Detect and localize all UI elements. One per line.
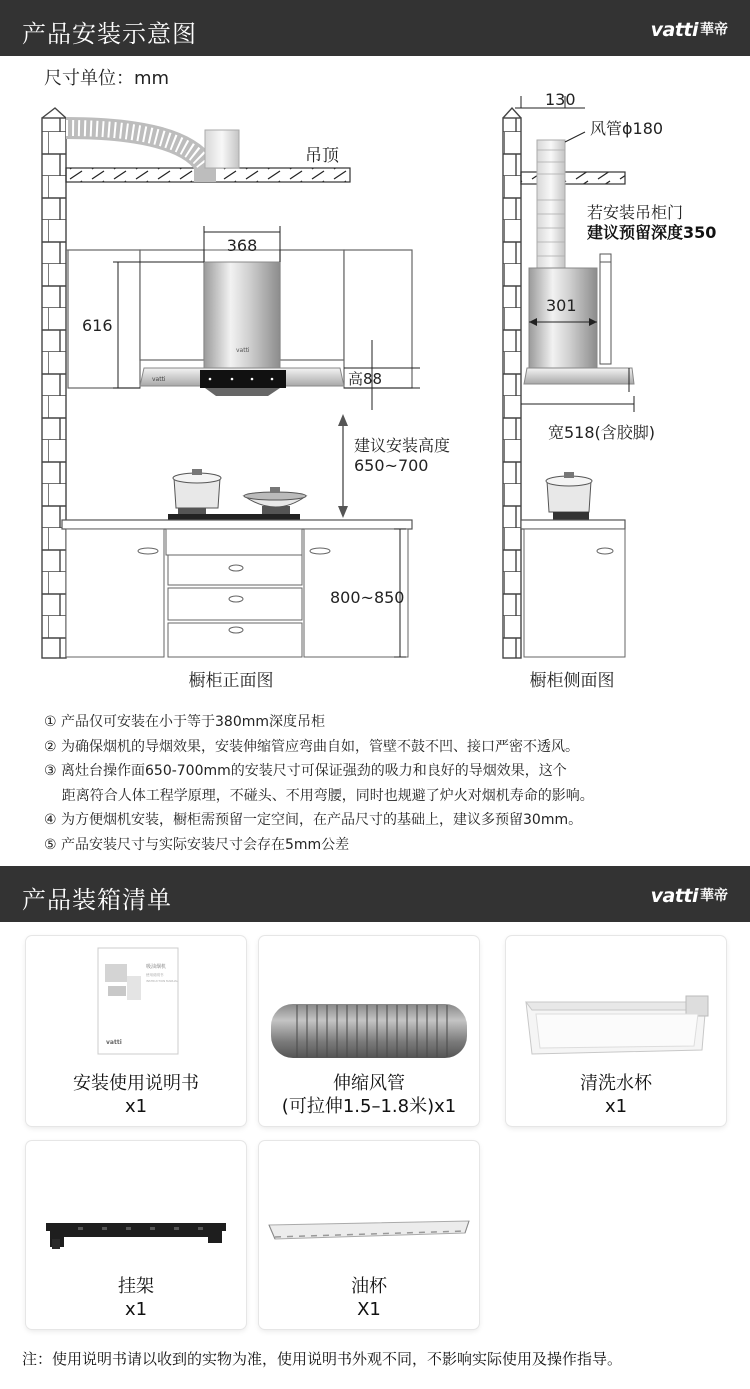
section-title: 产品安装示意图 xyxy=(22,20,197,48)
packing-item-oil-cup xyxy=(259,1141,479,1329)
duct-image xyxy=(267,1002,471,1060)
side-view-label: 橱柜侧面图 xyxy=(529,671,615,691)
packing-item-bracket xyxy=(26,1141,246,1329)
section-title: 产品装箱清单 xyxy=(22,886,172,914)
dim-301: 301 xyxy=(546,296,577,315)
item-qty: x1 xyxy=(124,1096,148,1117)
item-name: 伸缩风管 xyxy=(333,1073,405,1094)
item-name: 油杯 xyxy=(351,1276,387,1297)
svg-text:vatti: vatti xyxy=(106,1039,122,1046)
reserve-depth-note: 建议预留深度350 xyxy=(587,223,717,242)
item-qty: x1 xyxy=(124,1299,148,1320)
countertop xyxy=(62,520,412,529)
svg-text:吸油烟机: 吸油烟机 xyxy=(146,964,167,970)
wall-left xyxy=(42,118,66,658)
duct-side xyxy=(537,140,565,270)
vatti-logo: vatti 華帝 xyxy=(650,885,728,907)
footer-note: 注：使用说明书请以收到的实物为准，使用说明书外观不同，不影响实际使用及操作指导。 xyxy=(22,1350,623,1368)
unit-label: 尺寸单位：mm xyxy=(44,68,170,89)
packing-item-duct xyxy=(259,936,479,1126)
cabinet-door-side xyxy=(600,254,611,364)
countertop-side xyxy=(521,520,625,529)
item-qty: x1 xyxy=(604,1096,628,1117)
item-qty: X1 xyxy=(357,1299,381,1320)
section-header-install xyxy=(0,0,750,56)
dim-616: 616 xyxy=(82,316,113,335)
packing-item-manual xyxy=(26,936,246,1126)
wall-cabinet-right xyxy=(344,250,412,388)
note-4: ④ 为方便烟机安装，橱柜需预留一定空间，在产品尺寸的基础上，建议多预留30mm。 xyxy=(44,812,583,828)
item-qty: (可拉伸1.5–1.8米)x1 xyxy=(281,1096,457,1117)
gas-stove xyxy=(168,469,306,523)
dim-130: 130 xyxy=(545,90,576,109)
install-height-value: 650~700 xyxy=(354,456,429,475)
svg-text:vatti: vatti xyxy=(236,347,250,354)
installation-diagram xyxy=(0,56,750,706)
svg-text:使用说明书: 使用说明书 xyxy=(146,973,164,977)
note-5: ⑤ 产品安装尺寸与实际安装尺寸会存在5mm公差 xyxy=(44,836,350,853)
svg-text:vatti: vatti xyxy=(152,376,166,383)
item-name: 清洗水杯 xyxy=(580,1073,652,1094)
bracket-image xyxy=(42,1217,230,1257)
packing-item-water-cup xyxy=(506,936,726,1126)
section-header-packing xyxy=(0,866,750,922)
manual-image xyxy=(96,946,182,1058)
note-2: ② 为确保烟机的导烟效果，安装伸缩管应弯曲自如，管壁不鼓不凹、接口严密不透风。 xyxy=(44,738,579,755)
dim-368: 368 xyxy=(226,236,258,255)
wall-side xyxy=(503,118,521,658)
vatti-logo: vatti 華帝 xyxy=(650,19,728,41)
install-notes xyxy=(44,710,744,857)
item-name: 挂架 xyxy=(118,1276,154,1297)
front-view-label: 橱柜正面图 xyxy=(188,671,274,691)
install-height-label: 建议安装高度 xyxy=(354,436,451,455)
dim-88: 高88 xyxy=(348,370,383,388)
oil-cup-image xyxy=(265,1217,473,1247)
water-cup-image xyxy=(518,992,714,1064)
item-name: 安装使用说明书 xyxy=(73,1073,199,1094)
note-3: ③ 离灶台操作面650-700mm的安装尺寸可保证强劲的吸力和良好的导烟效果，这个 xyxy=(44,763,567,779)
hood-side xyxy=(529,268,597,368)
cabinet-door-note: 若安装吊柜门 xyxy=(587,203,684,222)
note-3-cont: 距离符合人体工程学原理，不碰头、不用弯腰，同时也规避了炉火对烟机寿命的影响。 xyxy=(44,787,594,804)
note-1: ① 产品仅可安装在小于等于380mm深度吊柜 xyxy=(44,714,325,730)
svg-text:INSTRUCTION MANUAL: INSTRUCTION MANUAL xyxy=(146,979,178,983)
ceiling-label: 吊顶 xyxy=(305,146,339,166)
duct-label: 风管ϕ180 xyxy=(590,119,664,138)
dim-518: 宽518(含胶脚) xyxy=(548,423,656,442)
cabinet-height: 800~850 xyxy=(330,588,405,607)
